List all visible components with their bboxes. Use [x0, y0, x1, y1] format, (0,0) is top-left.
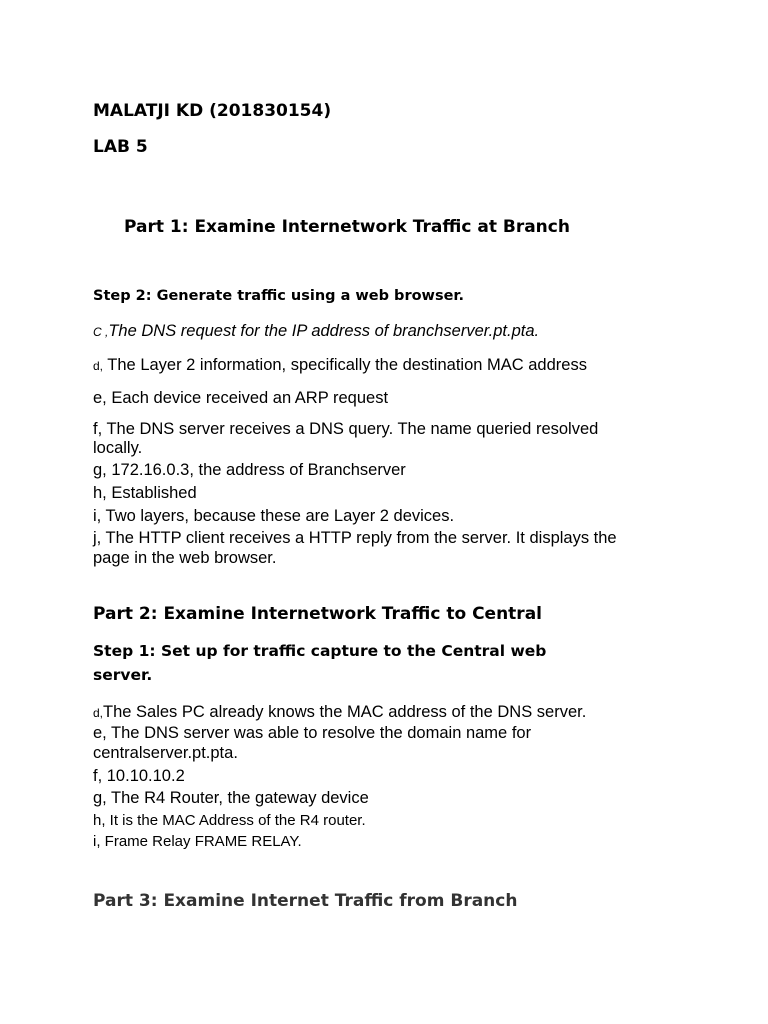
answer-j-line2: page in the web browser.	[93, 549, 277, 567]
answer-f-line1: f, The DNS server receives a DNS query. The name queried resolved	[93, 420, 599, 438]
part1-step2-heading: Step 2: Generate traffic using a web browser.	[93, 288, 465, 304]
lab-title: LAB 5	[93, 137, 148, 157]
answer-c-prefix: C ,	[93, 325, 109, 339]
answer-d-prefix: d,	[93, 359, 104, 373]
answer-c-text: The DNS request for the IP address of branchserver.pt.pta.	[108, 322, 540, 340]
answer-f-line2: locally.	[93, 439, 143, 457]
part2-answer-h: h, It is the MAC Address of the R4 router.	[93, 812, 366, 829]
part2-answer-f: f, 10.10.10.2	[93, 767, 185, 785]
answer-h: h, Established	[93, 484, 197, 502]
part2-step1-heading-line2: server.	[93, 666, 153, 684]
part2-answer-e-line2: centralserver.pt.pta.	[93, 744, 238, 762]
part2-answer-i: i, Frame Relay FRAME RELAY.	[93, 833, 302, 850]
author-name: MALATJI KD (201830154)	[93, 101, 332, 121]
part2-step1-heading-line1: Step 1: Set up for traffic capture to the Central web	[93, 642, 547, 660]
part2-answer-g: g, The R4 Router, the gateway device	[93, 789, 369, 807]
part3-heading: Part 3: Examine Internet Traffic from Branch	[93, 891, 518, 911]
part2-answer-d	[93, 703, 586, 722]
answer-d-text: The Layer 2 information, specifically the destination MAC address	[103, 356, 587, 374]
part2-answer-e-line1: e, The DNS server was able to resolve the domain name for	[93, 724, 532, 742]
part2-answer-d-text: The Sales PC already knows the MAC address of the DNS server.	[103, 703, 587, 721]
answer-d	[93, 356, 587, 375]
answer-e: e, Each device received an ARP request	[93, 389, 389, 407]
part1-heading: Part 1: Examine Internetwork Traffic at Branch	[124, 217, 570, 237]
answer-c	[93, 322, 539, 341]
part2-heading: Part 2: Examine Internetwork Traffic to Central	[93, 604, 542, 624]
answer-j-line1: j, The HTTP client receives a HTTP reply from the server. It displays the	[93, 529, 617, 547]
answer-g: g, 172.16.0.3, the address of Branchserver	[93, 461, 406, 479]
answer-i: i, Two layers, because these are Layer 2 devices.	[93, 507, 455, 525]
part2-answer-d-prefix: d,	[93, 706, 104, 720]
